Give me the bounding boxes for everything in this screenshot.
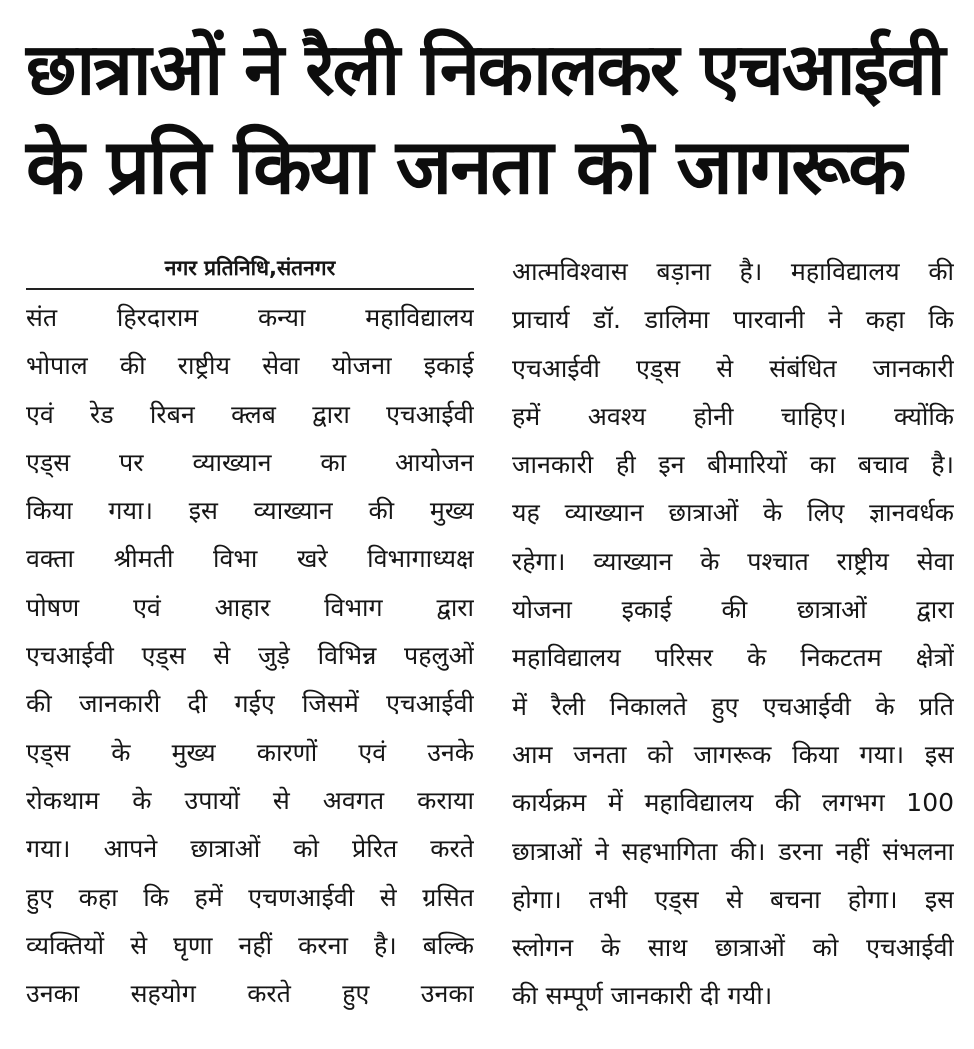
byline: नगर प्रतिनिधि,संतनगर [26, 248, 474, 290]
text-line: व्यक्तियों से घृणा नहीं करना है। बल्कि [26, 930, 474, 960]
text-line: कार्यक्रम में महाविद्यालय की लगभग 100 [512, 788, 954, 818]
text-line: हमें अवश्य होनी चाहिए। क्योंकि [512, 401, 954, 431]
text-line: संत हिरदाराम कन्या महाविद्यालय [26, 303, 474, 332]
text-line: एचआईवी एड्स से जुड़े विभिन्न पहलुओं [26, 641, 474, 671]
text-line: हुए कहा कि हमें एचणआईवी से ग्रसित [26, 882, 474, 912]
text-line: होगा। तभी एड्स से बचना होगा। इस [512, 884, 954, 914]
text-line: की सम्पूर्ण जानकारी दी गयी। [512, 981, 773, 1011]
text-line: आम जनता को जागरूक किया गया। इस [512, 739, 954, 769]
text-line: स्लोगन के साथ छात्राओं को एचआईवी [512, 933, 954, 963]
text-line: पोषण एवं आहार विभाग द्वारा [26, 592, 474, 622]
headline-line-1: छात्राओं ने रैली निकालकर एचआईवी [26, 27, 944, 111]
text-line: गया। आपने छात्राओं को प्रेरित करते [26, 834, 474, 864]
text-line: महाविद्यालय परिसर के निकटतम क्षेत्रों [512, 643, 954, 673]
text-line: वक्ता श्रीमती विभा खरे विभागाध्यक्ष [26, 544, 474, 574]
text-line: एचआईवी एड्स से संबंधित जानकारी [512, 353, 954, 383]
article-column-right [512, 248, 954, 1021]
text-line: एवं रेड रिबन क्लब द्वारा एचआईवी [26, 399, 474, 429]
text-line: भोपाल की राष्ट्रीय सेवा योजना इकाई [26, 351, 474, 381]
text-line: किया गया। इस व्याख्यान की मुख्य [26, 496, 474, 526]
text-line: में रैली निकालते हुए एचआईवी के प्रति [512, 691, 954, 721]
text-line: छात्राओं ने सहभागिता की। डरना नहीं संभलना [512, 836, 954, 866]
article-column-left [26, 248, 474, 1018]
text-line: योजना इकाई की छात्राओं द्वारा [512, 595, 954, 625]
headline-line-2: के प्रति किया जनता को जागरूक [26, 122, 905, 211]
text-line: जानकारी ही इन बीमारियों का बचाव है। [512, 450, 954, 480]
text-line: की जानकारी दी गईए जिसमें एचआईवी [26, 689, 474, 719]
text-line: आत्मविश्वास बड़ाना है। महाविद्यालय की [512, 257, 954, 286]
article-body-left [26, 294, 474, 1018]
headline [26, 20, 956, 216]
text-line: उनका सहयोग करते हुए उनका [26, 979, 474, 1009]
text-line: रहेगा। व्याख्यान के पश्चात राष्ट्रीय सेवा [512, 546, 954, 576]
text-line: यह व्याख्यान छात्राओं के लिए ज्ञानवर्धक [512, 498, 954, 528]
text-line: एड्स के मुख्य कारणों एवं उनके [26, 737, 474, 767]
text-line: एड्स पर व्याख्यान का आयोजन [26, 447, 474, 477]
text-line: प्राचार्य डॉ. डालिमा पारवानी ने कहा कि [512, 305, 954, 335]
text-line: रोकथाम के उपायों से अवगत कराया [26, 785, 474, 815]
